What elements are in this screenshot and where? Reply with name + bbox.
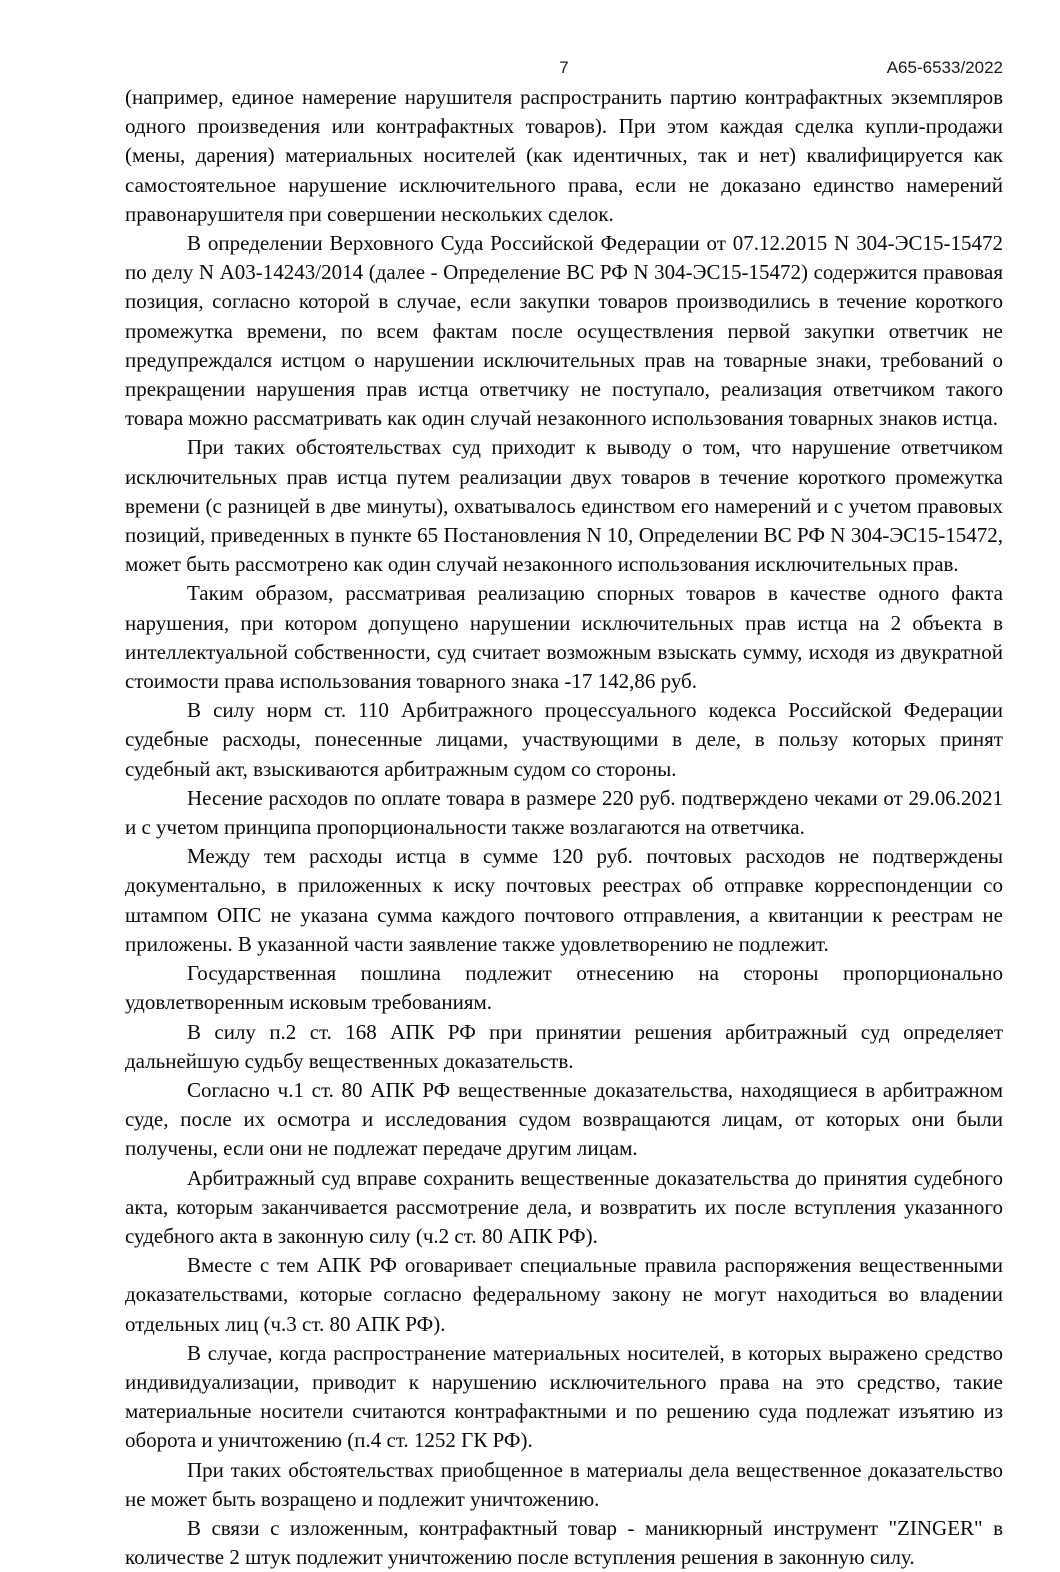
document-body: [125, 83, 1003, 1572]
paragraph: При таких обстоятельствах приобщенное в материалы дела вещественное доказательство не может быть возращено и подлежит уничтожению.: [125, 1457, 1003, 1511]
paragraph: Между тем расходы истца в сумме 120 руб. почтовых расходов не подтверждены документально, в приложенных к иску почтовых реестрах об отправке корреспонденции со штампом ОПС не указана сумма каждого почтового отправления, а квитанции к реестрам не приложены. В указанной части заявление также удовлетворению не подлежит.: [125, 844, 1003, 956]
paragraph-continuation: (например, единое намерение нарушителя распространить партию контрафактных экземпляров одного произведения или контрафактных товаров). При этом каждая сделка купли-продажи (мены, дарения) материальных носителей (как идентичных, так и нет) квалифицируется как самостоятельное нарушение исключительного права, если не доказано единство намерений правонарушителя при совершении нескольких сделок.: [125, 85, 1003, 226]
paragraph: В связи с изложенным, контрафактный товар - маникюрный инструмент "ZINGER" в количестве 2 штук подлежит уничтожению после вступления решения в законную силу.: [125, 1515, 1003, 1570]
paragraph: Согласно ч.1 ст. 80 АПК РФ вещественные доказательства, находящиеся в арбитражном суде, после их осмотра и исследования судом возвращаются лицам, от которых они были получены, если они не подлежат передаче другим лицам.: [125, 1077, 1003, 1161]
paragraph: Несение расходов по оплате товара в размере 220 руб. подтверждено чеками от 29.06.2021 и с учетом принципа пропорциональности также возлагаются на ответчика.: [125, 785, 1003, 840]
page-header: [125, 58, 1003, 82]
paragraph: Арбитражный суд вправе сохранить вещественные доказательства до принятия судебного акта, которым заканчивается рассмотрение дела, и возвратить их после вступления указанного судебного акта в законную силу (ч.2 ст. 80 АПК РФ).: [125, 1165, 1003, 1248]
case-number: А65-6533/2022: [886, 58, 1003, 77]
paragraph: В определении Верховного Суда Российской Федерации от 07.12.2015 N 304-ЭС15-15472 по делу N А03-14243/2014 (далее - Определение ВС РФ N 304-ЭС15-15472) содержится правовая позиция, согласно которой в случае, если закупки товаров производились в течение короткого промежутка времени, по всем фактам после осуществления первой закупки ответчик не предупреждался истцом о нарушении исключительных прав на товарные знаки, требований о прекращении нарушения прав истца ответчику не поступало, реализация ответчиком такого товара можно рассматривать как один случай незаконного использования товарных знаков истца.: [125, 231, 1003, 431]
paragraph: В силу п.2 ст. 168 АПК РФ при принятии решения арбитражный суд определяет дальнейшую судьбу вещественных доказательств.: [125, 1019, 1003, 1073]
page-number: 7: [559, 58, 569, 77]
paragraph: Таким образом, рассматривая реализацию спорных товаров в качестве одного факта нарушения, при котором допущено нарушении исключительных прав истца на 2 объекта в интеллектуальной собственности, суд считает возможным взыскать сумму, исходя из двукратной стоимости права использования товарного знака -17 142,86 руб.: [125, 581, 1003, 694]
paragraph: В силу норм ст. 110 Арбитражного процессуального кодекса Российской Федерации судебные расходы, понесенные лицами, участвующими в деле, в пользу которых принят судебный акт, взыскиваются арбитражным судом со стороны.: [125, 698, 1003, 781]
paragraph: Государственная пошлина подлежит отнесению на стороны пропорционально удовлетворенным исковым требованиям.: [125, 961, 1003, 1015]
paragraph: Вместе с тем АПК РФ оговаривает специальные правила распоряжения вещественными доказательствами, которые согласно федеральному закону не могут находиться во владении отдельных лиц (ч.3 ст. 80 АПК РФ).: [125, 1253, 1003, 1336]
paragraph: В случае, когда распространение материальных носителей, в которых выражено средство индивидуализации, приводит к нарушению исключительного права на это средство, такие материальные носители считаются контрафактными и по решению суда подлежат изъятию из оборота и уничтожению (п.4 ст. 1252 ГК РФ).: [125, 1340, 1003, 1453]
paragraph: При таких обстоятельствах суд приходит к выводу о том, что нарушение ответчиком исключительных прав истца путем реализации двух товаров в течение короткого промежутка времени (с разницей в две минуты), охватывалось единством его намерений и с учетом правовых позиций, приведенных в пункте 65 Постановления N 10, Определении ВС РФ N 304-ЭС15-15472, может быть рассмотрено как один случай незаконного использования исключительных прав.: [125, 435, 1003, 577]
